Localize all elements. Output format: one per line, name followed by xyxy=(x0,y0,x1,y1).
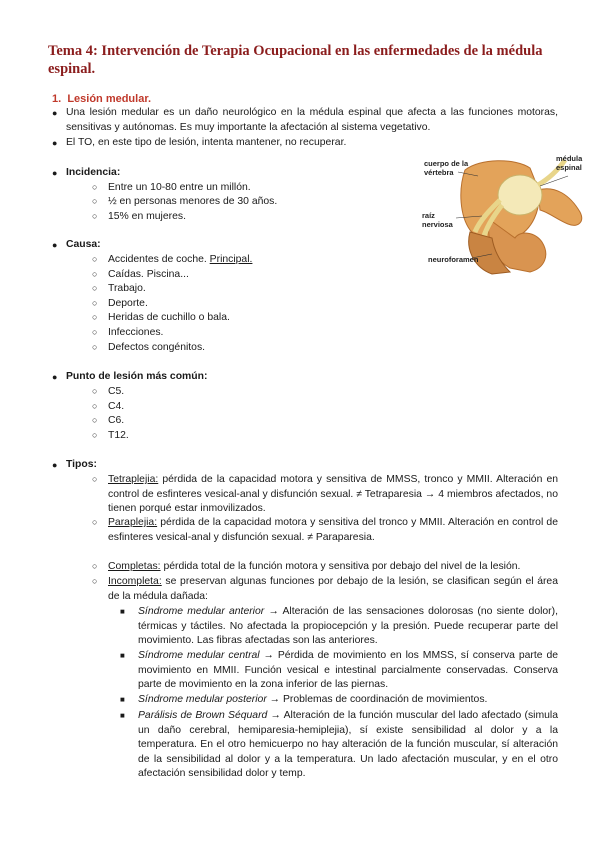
sindrome-text: Alteración de las sensaciones dolorosas (no siente dolor), térmicas y táctiles. No afectada la propiocepción y la presión. Puede recuperar parte del movimiento. Las fibras afectadas son las anteriores. xyxy=(138,606,558,647)
list-item xyxy=(92,400,558,415)
bullet-square-icon: ■ xyxy=(120,651,125,660)
bullet-circle-icon: ○ xyxy=(92,283,98,293)
bullet-circle-icon: ○ xyxy=(92,386,98,396)
bullet-circle-icon: ○ xyxy=(92,269,98,279)
section-number: 1. xyxy=(52,93,62,105)
punto-heading xyxy=(52,370,558,385)
label-medula: médula espinal xyxy=(556,154,583,172)
bullet-circle-icon: ○ xyxy=(92,298,98,308)
bullet-circle-icon: ○ xyxy=(92,327,98,337)
sindrome-text: Pérdida de movimiento en los MMSS, sí conserva parte de movimiento en MMII. Función vesical e intestinal parcialmente conservadas. Conserva parte de movimiento en la zona inferior de las piernas. xyxy=(138,650,559,691)
sindrome-name: Síndrome medular central → xyxy=(138,650,274,661)
bullet-dot-icon: ● xyxy=(52,138,58,148)
completas-item xyxy=(92,560,558,575)
intro-bullet xyxy=(52,106,558,135)
bullet-dot-icon: ● xyxy=(52,372,58,382)
bullet-circle-icon: ○ xyxy=(92,196,98,206)
bullet-circle-icon: ○ xyxy=(92,517,98,527)
label-vertebra: cuerpo de la vértebra xyxy=(424,159,469,177)
item-text: Entre un 10-80 entre un millón. xyxy=(108,182,251,193)
intro-bullet xyxy=(52,136,558,151)
item-text: C6. xyxy=(108,415,125,426)
definition: pérdida de la capacidad motora y sensitiva del tronco y MMII. Alteración en control de esfinteres vesical-anal y disfunción sexual. ≠ Paraparesia. xyxy=(108,517,558,543)
bullet-circle-icon: ○ xyxy=(92,211,98,221)
bullet-circle-icon: ○ xyxy=(92,254,98,264)
item-text: Accidentes de coche. xyxy=(108,254,210,265)
term: Paraplejia: xyxy=(108,517,158,528)
label-neuroforamen: neuroforamen xyxy=(428,255,479,264)
item-text: Infecciones. xyxy=(108,327,164,338)
sindrome-name: Síndrome medular posterior → xyxy=(138,694,281,705)
paraplejia-item xyxy=(92,516,558,545)
list-item xyxy=(92,385,558,400)
tetraplejia-item xyxy=(92,473,558,517)
principal-text: Principal. xyxy=(209,254,253,265)
term: Incompleta: xyxy=(108,576,162,587)
heading-text: Causa: xyxy=(66,239,101,250)
sindrome-name: Parálisis de Brown Séquard → xyxy=(138,710,281,721)
bullet-dot-icon: ● xyxy=(52,108,58,118)
section-label: Lesión medular. xyxy=(67,93,152,105)
heading-text: Tipos: xyxy=(66,459,97,470)
definition: se preservan algunas funciones por debajo de la lesión, se clasifican según el área de la médula dañada: xyxy=(108,576,558,602)
heading-text: Punto de lesión más común: xyxy=(66,371,208,382)
item-text: 15% en mujeres. xyxy=(108,211,186,222)
sindrome-text: Problemas de coordinación de movimientos. xyxy=(280,694,488,705)
bullet-circle-icon: ○ xyxy=(92,576,98,586)
term: Tetraplejia: xyxy=(108,474,159,485)
term: Completas: xyxy=(108,561,161,572)
bullet-square-icon: ■ xyxy=(120,711,125,720)
sindrome-item xyxy=(120,693,558,708)
item-text: Defectos congénitos. xyxy=(108,342,206,353)
item-text: C5. xyxy=(108,386,125,397)
list-item xyxy=(92,297,558,312)
sindrome-item xyxy=(120,605,558,649)
item-text: Trabajo. xyxy=(108,283,146,294)
label-raiz: raíz nerviosa xyxy=(422,211,453,229)
intro-text: Una lesión medular es un daño neurológico en la médula espinal que afecta a las funciones motoras, sensitivas y autónomas. Es muy importante la afectación al sistema vegetativo. xyxy=(66,107,558,133)
sindrome-text: Alteración de la función muscular del lado afectado (simula un daño cerebral, hemiparesia-hemiplejia), sí existe sensibilidad al dolor y a la temperatura. En el otro hemicuerpo no hay alteración de la función muscular, sí alteración de la sensibilidad al dolor y a la temperatura. Un lado afectación muscular, y en el otro afectación sensibilidad dolor y temp. xyxy=(138,710,558,780)
bullet-dot-icon: ● xyxy=(52,168,58,178)
bullet-circle-icon: ○ xyxy=(92,474,98,484)
bullet-circle-icon: ○ xyxy=(92,430,98,440)
list-item xyxy=(92,341,558,356)
bullet-dot-icon: ● xyxy=(52,460,58,470)
sindrome-item xyxy=(120,709,558,782)
item-text: ½ en personas menores de 30 años. xyxy=(108,196,278,207)
bullet-dot-icon: ● xyxy=(52,240,58,250)
spine-figure xyxy=(420,150,590,280)
list-item xyxy=(92,326,558,341)
list-item xyxy=(92,311,558,326)
bullet-circle-icon: ○ xyxy=(92,182,98,192)
item-text: Caídas. Piscina... xyxy=(108,269,189,280)
heading-text: Incidencia: xyxy=(66,167,121,178)
bullet-circle-icon: ○ xyxy=(92,342,98,352)
bullet-circle-icon: ○ xyxy=(92,312,98,322)
item-text: C4. xyxy=(108,401,125,412)
bullet-circle-icon: ○ xyxy=(92,415,98,425)
item-text: Heridas de cuchillo o bala. xyxy=(108,312,230,323)
item-text: T12. xyxy=(108,430,129,441)
bullet-square-icon: ■ xyxy=(120,607,125,616)
intro-text: El TO, en este tipo de lesión, intenta mantener, no recuperar. xyxy=(66,137,347,148)
definition: pérdida de la capacidad motora y sensitiva de MMSS, tronco y MMII. Alteración en control de esfinteres vesical-anal y disfunción sexual. ≠ Tetraparesia → 4 miembros afectados, no tienen porqué estar inmovilizados. xyxy=(108,474,558,515)
sindrome-item xyxy=(120,649,559,693)
bullet-circle-icon: ○ xyxy=(92,401,98,411)
incompleta-item xyxy=(92,575,558,604)
spinal-cord xyxy=(498,175,542,215)
item-text: Deporte. xyxy=(108,298,148,309)
sindrome-name: Síndrome medular anterior → xyxy=(138,606,279,617)
tipos-heading xyxy=(52,458,558,473)
list-item xyxy=(92,282,558,297)
section-heading xyxy=(52,92,151,107)
list-item xyxy=(92,414,558,429)
transverse-process xyxy=(538,189,582,226)
page-title: Tema 4: Intervención de Terapia Ocupacional en las enfermedades de la médula espinal. xyxy=(48,43,543,77)
list-item xyxy=(92,429,558,444)
bullet-circle-icon: ○ xyxy=(92,561,98,571)
definition: pérdida total de la función motora y sensitiva por debajo del nivel de la lesión. xyxy=(160,561,521,572)
bullet-square-icon: ■ xyxy=(120,695,125,704)
